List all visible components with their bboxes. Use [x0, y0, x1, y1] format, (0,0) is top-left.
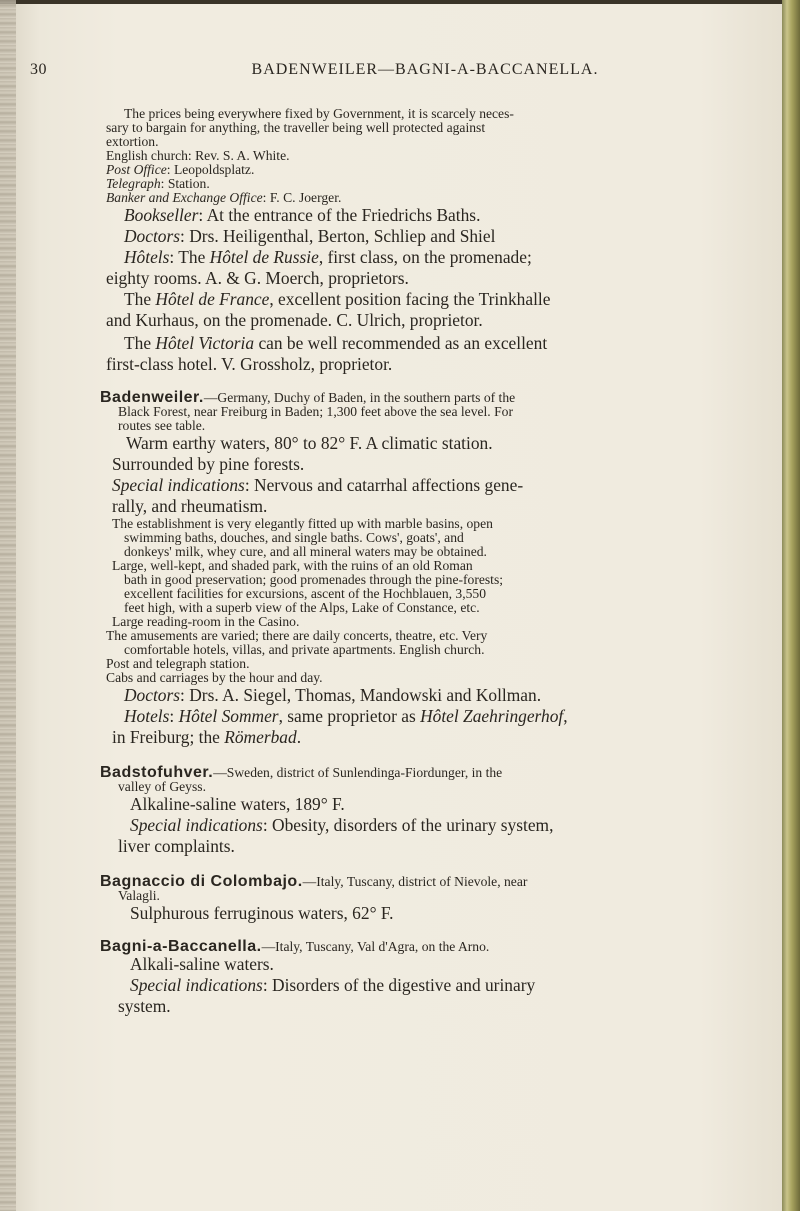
- hotel-france-line: The Hôtel de France, excellent position facing the Trinkhalle: [124, 289, 551, 309]
- special-indications: Special indications: Disorders of the digestive and urinary: [130, 975, 536, 995]
- text-line: feet high, with a superb view of the Alps, Lake of Constance, etc.: [124, 600, 480, 615]
- text-line: comfortable hotels, villas, and private apartments. English church.: [124, 642, 485, 657]
- text-line: eighty rooms. A. & G. Moerch, proprietors.: [106, 268, 409, 288]
- entry-badenweiler: [100, 391, 766, 748]
- page-number: 30: [30, 61, 47, 78]
- text-line: Sulphurous ferruginous waters, 62° F.: [130, 903, 394, 923]
- binding-edge: [0, 0, 16, 1211]
- hotels-line: Hotels: Hôtel Sommer, same proprietor as Hôtel Zaehringerhof,: [124, 706, 568, 726]
- text-line: rally, and rheumatism.: [112, 496, 268, 516]
- text-line: Black Forest, near Freiburg in Baden; 1,300 feet above the sea level. For: [118, 404, 513, 419]
- text-line: Post and telegraph station.: [106, 656, 250, 671]
- text-line: Warm earthy waters, 80° to 82° F. A climatic station.: [126, 433, 493, 453]
- text-line: swimming baths, douches, and single baths. Cows', goats', and: [124, 530, 464, 545]
- text-line: Valagli.: [118, 888, 160, 903]
- page-content: [100, 106, 766, 1017]
- text-line: Large, well-kept, and shaded park, with the ruins of an old Roman: [112, 558, 473, 573]
- running-title: BADENWEILER—BAGNI-A-BACCANELLA.: [251, 61, 599, 78]
- text-line: system.: [118, 996, 171, 1016]
- page-header: [0, 61, 782, 81]
- entry-baccanella: [100, 940, 766, 1017]
- entry-bagnaccio: [100, 875, 766, 924]
- text-line: sary to bargain for anything, the traveller being well protected against: [106, 120, 486, 135]
- entry-heading: Bagnaccio di Colombajo.—Italy, Tuscany, district of Nievole, near: [100, 873, 528, 890]
- text-line: donkeys' milk, whey cure, and all mineral waters may be obtained.: [124, 544, 487, 559]
- text-line: Alkaline-saline waters, 189° F.: [130, 794, 345, 814]
- entry-continuation: [106, 107, 766, 375]
- special-indications: Special indications: Nervous and catarrhal affections gene-: [112, 475, 524, 495]
- text-line: extortion.: [106, 134, 159, 149]
- banker-line: Banker and Exchange Office: F. C. Joerger.: [106, 190, 342, 205]
- church-line: English church: Rev. S. A. White.: [106, 148, 290, 163]
- telegraph-line: Telegraph: Station.: [106, 176, 210, 191]
- text-line: excellent facilities for excursions, ascent of the Hochblauen, 3,550: [124, 586, 486, 601]
- text-line: The establishment is very elegantly fitted up with marble basins, open: [112, 516, 493, 531]
- text-line: liver complaints.: [118, 836, 235, 856]
- text-line: Surrounded by pine forests.: [112, 454, 305, 474]
- doctors-line: Doctors: Drs. A. Siegel, Thomas, Mandowski and Kollman.: [124, 685, 542, 705]
- special-indications: Special indications: Obesity, disorders of the urinary system,: [130, 815, 554, 835]
- hotels-line: Hôtels: The Hôtel de Russie, first class, on the promenade;: [124, 247, 532, 267]
- book-edge-strip: [782, 0, 800, 1211]
- bookseller-line: Bookseller: At the entrance of the Friedrichs Baths.: [124, 205, 481, 225]
- text-line: The amusements are varied; there are daily concerts, theatre, etc. Very: [106, 628, 488, 643]
- text-line: and Kurhaus, on the promenade. C. Ulrich, proprietor.: [106, 310, 483, 330]
- entry-heading: Badenweiler.—Germany, Duchy of Baden, in the southern parts of the: [100, 389, 516, 406]
- entry-name: Bagnaccio di Colombajo.: [100, 873, 303, 890]
- entry-name: Bagni-a-Baccanella.: [100, 938, 262, 955]
- post-office-line: Post Office: Leopoldsplatz.: [106, 162, 255, 177]
- top-rule: [0, 0, 782, 4]
- entry-heading: Badstofuhver.—Sweden, district of Sunlendinga-Fiordunger, in the: [100, 764, 503, 781]
- text-line: routes see table.: [118, 418, 206, 433]
- entry-name: Badstofuhver.: [100, 764, 214, 781]
- text-line: in Freiburg; the Römerbad.: [112, 727, 302, 747]
- entry-badstofuhver: [100, 766, 766, 857]
- text-line: Large reading-room in the Casino.: [112, 614, 300, 629]
- hotel-victoria-line: The Hôtel Victoria can be well recommended as an excellent: [124, 333, 548, 353]
- text-line: valley of Geyss.: [118, 779, 206, 794]
- text-line: Cabs and carriages by the hour and day.: [106, 670, 323, 685]
- text-line: first-class hotel. V. Grossholz, proprietor.: [106, 354, 393, 374]
- text-line: bath in good preservation; good promenades through the pine-forests;: [124, 572, 504, 587]
- entry-heading: Bagni-a-Baccanella.—Italy, Tuscany, Val d'Agra, on the Arno.: [100, 938, 490, 955]
- text-line: The prices being everywhere fixed by Government, it is scarcely neces-: [124, 106, 514, 121]
- text-line: Alkali-saline waters.: [130, 954, 274, 974]
- entry-name: Badenweiler.: [100, 389, 204, 406]
- doctors-line: Doctors: Drs. Heiligenthal, Berton, Schliep and Shiel: [124, 226, 496, 246]
